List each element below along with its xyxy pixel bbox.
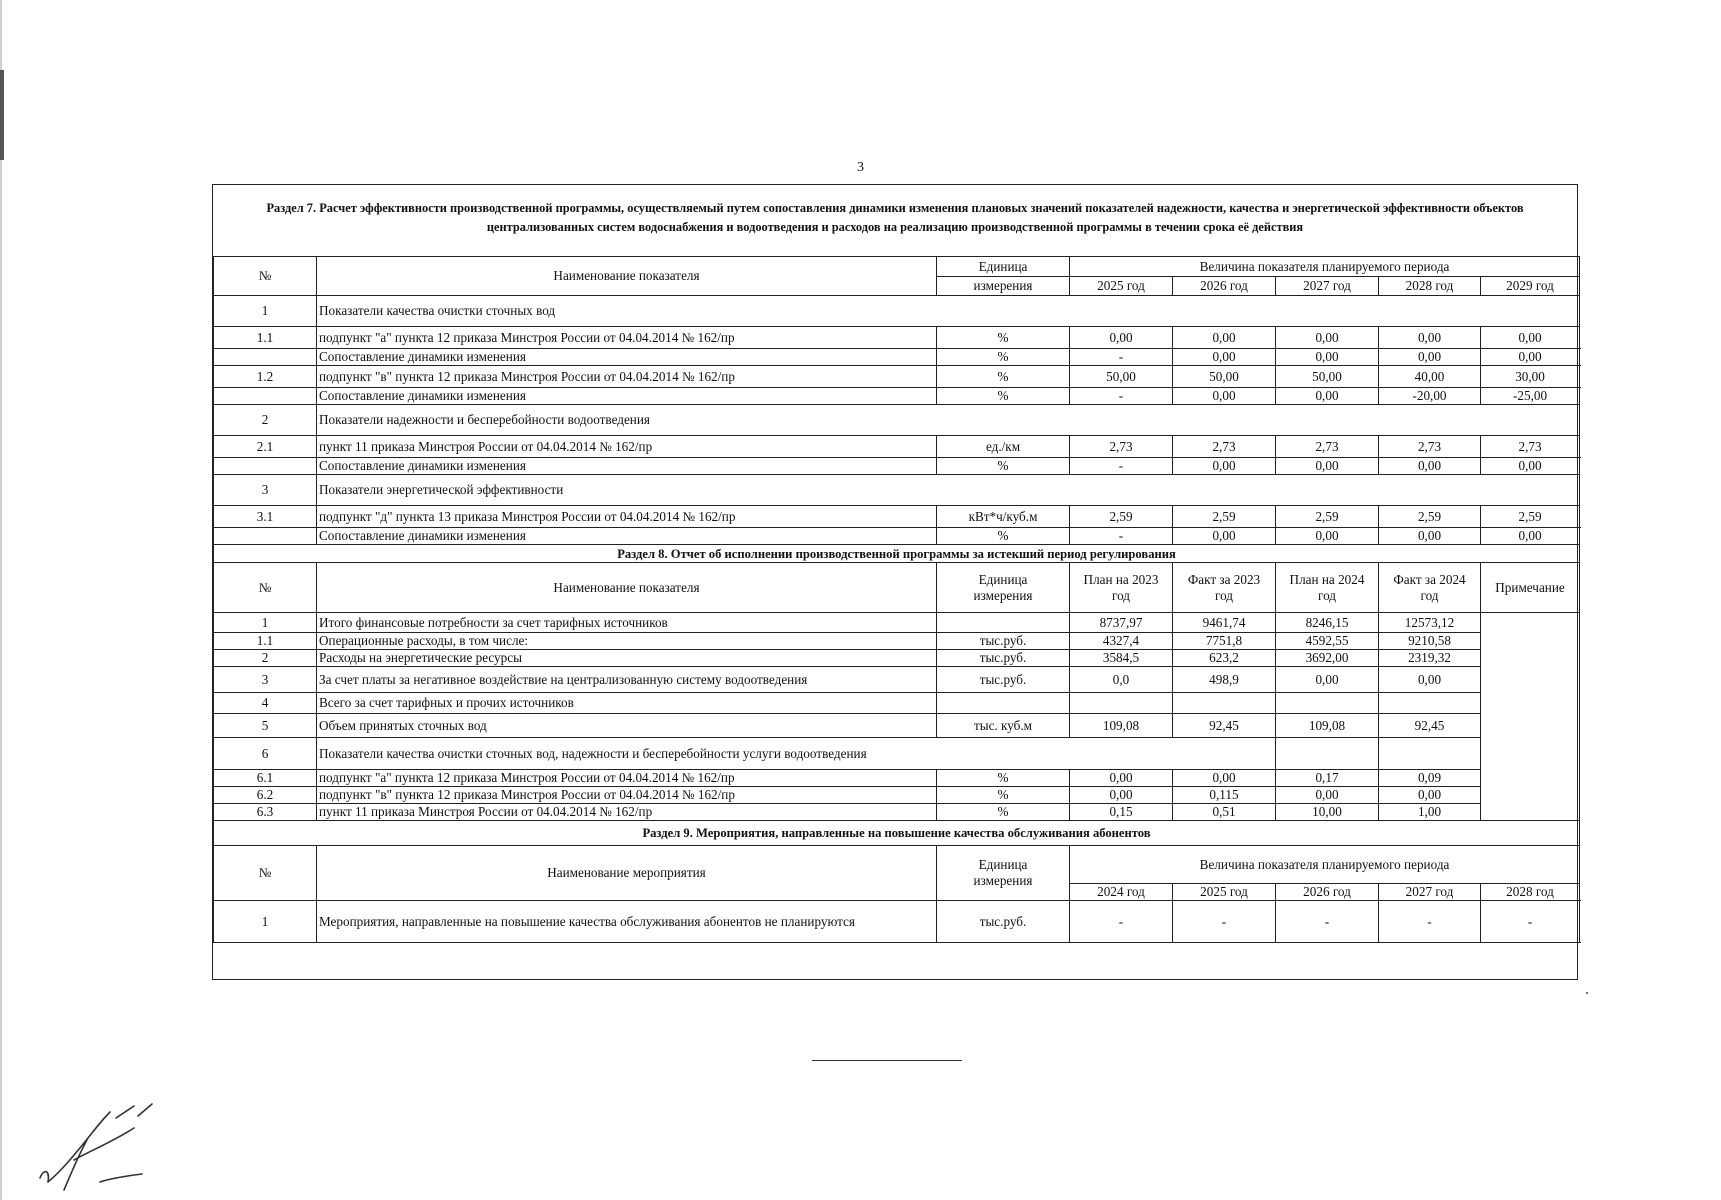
s7-row-value: 2,73 [1379, 436, 1481, 458]
s8-header-col-line1: План на 2023 [1083, 571, 1159, 587]
s7-group-row [214, 405, 1580, 436]
page-number: 3 [857, 160, 864, 175]
s8-row-name: подпункт "а" пункта 12 приказа Минстроя России от 04.04.2014 № 162/пр [317, 770, 937, 787]
s8-row-no: 6.1 [214, 770, 317, 787]
s8-data-row [214, 613, 1580, 633]
s8-row-value: 0,51 [1173, 804, 1276, 821]
handwritten-signature [30, 1098, 170, 1193]
s7-row-value: 0,00 [1070, 327, 1173, 349]
s8-row-value: 12573,12 [1379, 613, 1481, 633]
s7-row-name: подпункт "а" пункта 12 приказа Минстроя России от 04.04.2014 № 162/пр [317, 327, 937, 349]
s8-row-value: 0,0 [1070, 667, 1173, 693]
s7-row-value: 0,00 [1379, 349, 1481, 366]
s7-header-unit-2: измерения [937, 277, 1070, 296]
s9-row-no: 1 [214, 901, 317, 943]
s8-row-value: 8246,15 [1276, 613, 1379, 633]
s7-row-no: 1.1 [214, 327, 317, 349]
s8-row-unit: % [937, 770, 1070, 787]
s8-row-no: 5 [214, 714, 317, 738]
s8-row-value: 0,00 [1276, 787, 1379, 804]
s8-row-name: подпункт "в" пункта 12 приказа Минстроя России от 04.04.2014 № 162/пр [317, 787, 937, 804]
s9-row-value: - [1276, 901, 1379, 943]
section9-title: Раздел 9. Мероприятия, направленные на повышение качества обслуживания абонентов [214, 821, 1580, 846]
s8-row-unit: % [937, 787, 1070, 804]
s9-header-name: Наименование мероприятия [317, 846, 937, 901]
s7-row-unit: % [937, 366, 1070, 388]
s8-header-col-line2: год [1317, 587, 1336, 603]
s8-data-row [214, 633, 1580, 650]
s7-row-value: 50,00 [1173, 366, 1276, 388]
s7-header-unit: Единица [937, 257, 1070, 277]
s8-row-value: 0,00 [1379, 787, 1481, 804]
s8-data-row [214, 804, 1580, 821]
s8-row-name: пункт 11 приказа Минстроя России от 04.04.2014 № 162/пр [317, 804, 937, 821]
s8-row-name: Расходы на энергетические ресурсы [317, 650, 937, 667]
s8-header-col-line1: Факт за 2024 [1393, 571, 1466, 587]
s8-data-row [214, 667, 1580, 693]
s7-row-no [214, 528, 317, 545]
s8-row-value: 0,15 [1070, 804, 1173, 821]
s7-row-value: 0,00 [1276, 349, 1379, 366]
s7-row-no [214, 388, 317, 405]
s8-row-value: 10,00 [1276, 804, 1379, 821]
s8-note-cell [1481, 613, 1580, 821]
s8-row-value [1379, 738, 1481, 770]
s7-header-year: 2029 год [1481, 277, 1580, 296]
scan-edge-mark [0, 70, 4, 160]
s8-row-value: 0,00 [1070, 787, 1173, 804]
s7-row-no: 1 [214, 296, 317, 327]
s8-row-value: 0,00 [1173, 770, 1276, 787]
s8-data-row [214, 787, 1580, 804]
s7-row-value: -20,00 [1379, 388, 1481, 405]
s8-header-unit-line2: измерения [973, 587, 1033, 603]
s8-data-row [214, 770, 1580, 787]
s7-header-year: 2028 год [1379, 277, 1481, 296]
s8-header-col [1379, 563, 1481, 613]
s7-row-value: - [1070, 349, 1173, 366]
s8-row-no: 6.3 [214, 804, 317, 821]
s7-row-no [214, 349, 317, 366]
s9-row-unit: тыс.руб. [937, 901, 1070, 943]
s8-row-value: 0,00 [1276, 667, 1379, 693]
s7-group-name: Показатели качества очистки сточных вод [317, 296, 1580, 327]
s7-row-value: 0,00 [1481, 327, 1580, 349]
s7-row-value: 0,00 [1276, 327, 1379, 349]
s8-row-name: За счет платы за негативное воздействие на централизованную систему водоотведения [317, 667, 937, 693]
s8-header-col [1070, 563, 1173, 613]
s8-header-col [1276, 563, 1379, 613]
s7-group-name: Показатели энергетической эффективности [317, 475, 1580, 506]
s9-header-period: Величина показателя планируемого периода [1070, 846, 1580, 884]
s7-row-value: 0,00 [1276, 528, 1379, 545]
s9-row-value: - [1173, 901, 1276, 943]
s8-header-col-line2: год [1420, 587, 1439, 603]
s9-header-year: 2025 год [1173, 884, 1276, 901]
s9-row-value: - [1070, 901, 1173, 943]
s7-header-year: 2027 год [1276, 277, 1379, 296]
s9-header-row [214, 846, 1580, 884]
s8-row-unit: тыс.руб. [937, 650, 1070, 667]
s8-header-col-line1: План на 2024 [1289, 571, 1365, 587]
s7-row-name: подпункт "д" пункта 13 приказа Минстроя России от 04.04.2014 № 162/пр [317, 506, 937, 528]
report-table [213, 256, 1580, 943]
s7-row-value: - [1070, 528, 1173, 545]
s7-row-unit: кВт*ч/куб.м [937, 506, 1070, 528]
s7-row-name: Сопоставление динамики изменения [317, 458, 937, 475]
s8-data-row [214, 714, 1580, 738]
s7-row-value: 2,73 [1481, 436, 1580, 458]
s9-header-unit-line2: измерения [973, 873, 1033, 888]
s8-row-no: 1.1 [214, 633, 317, 650]
s7-data-row [214, 506, 1580, 528]
s8-row-value: 1,00 [1379, 804, 1481, 821]
s8-row-value: 7751,8 [1173, 633, 1276, 650]
s8-row-value: 3692,00 [1276, 650, 1379, 667]
s7-row-value: 50,00 [1070, 366, 1173, 388]
s7-row-unit: ед./км [937, 436, 1070, 458]
s8-row-no: 1 [214, 613, 317, 633]
s8-row-value: 8737,97 [1070, 613, 1173, 633]
s8-header-name: Наименование показателя [317, 563, 937, 613]
s7-row-value: -25,00 [1481, 388, 1580, 405]
s7-row-value: 2,59 [1276, 506, 1379, 528]
s7-row-value: 50,00 [1276, 366, 1379, 388]
s8-row-value [1276, 738, 1379, 770]
s9-row-value: - [1379, 901, 1481, 943]
scan-speck [1586, 992, 1588, 994]
s8-header-col-line1: Факт за 2023 [1187, 571, 1261, 587]
s8-row-name: Объем принятых сточных вод [317, 714, 937, 738]
s7-data-row [214, 388, 1580, 405]
s7-row-name: Сопоставление динамики изменения [317, 349, 937, 366]
s7-row-value: 0,00 [1481, 458, 1580, 475]
s8-row-value: 9461,74 [1173, 613, 1276, 633]
s9-header-year: 2024 год [1070, 884, 1173, 901]
s8-header-note: Примечание [1481, 563, 1580, 613]
section7-title: Раздел 7. Расчет эффективности производственной программы, осуществляемый путем сопоставления динамики изменения плановых значений показателей надежности, качества и энергетической эффективности объектов централизованных систем водоснабжения и водоотведения и расходов на реализацию производственной программы в течении срока её действия [266, 201, 1524, 234]
s8-row-value: 4592,55 [1276, 633, 1379, 650]
s7-header-no: № [214, 257, 317, 296]
s8-header-col-line2: год [1214, 587, 1233, 603]
s8-header-unit-line1: Единица [978, 571, 1028, 587]
s8-row-value: 9210,58 [1379, 633, 1481, 650]
s8-row-unit: тыс.руб. [937, 633, 1070, 650]
s7-row-value: 2,59 [1070, 506, 1173, 528]
report-table-body [214, 257, 1580, 943]
s8-row-value [1070, 693, 1173, 714]
s7-data-row [214, 349, 1580, 366]
s7-row-no [214, 458, 317, 475]
s7-row-unit: % [937, 528, 1070, 545]
s7-row-value: - [1070, 388, 1173, 405]
s8-row-name: Итого финансовые потребности за счет тарифных источников [317, 613, 937, 633]
s9-title-row [214, 821, 1580, 846]
s7-data-row [214, 528, 1580, 545]
s8-row-unit: % [937, 804, 1070, 821]
section8-title: Раздел 8. Отчет об исполнении производственной программы за истекший период регулирования [214, 545, 1580, 563]
s8-row-unit [937, 613, 1070, 633]
s7-row-value: 0,00 [1379, 327, 1481, 349]
s8-row-unit: тыс.руб. [937, 667, 1070, 693]
s7-row-no: 3.1 [214, 506, 317, 528]
s7-group-row [214, 296, 1580, 327]
s9-header-year: 2028 год [1481, 884, 1580, 901]
s8-row-value: 92,45 [1173, 714, 1276, 738]
s8-row-name: Операционные расходы, в том числе: [317, 633, 937, 650]
s8-row-name: Показатели качества очистки сточных вод, надежности и бесперебойности услуги водоотведения [317, 738, 1276, 770]
s7-row-value: - [1070, 458, 1173, 475]
s8-data-row [214, 693, 1580, 714]
s7-row-value: 0,00 [1173, 388, 1276, 405]
s7-header-row [214, 257, 1580, 277]
s8-row-unit [937, 693, 1070, 714]
s7-row-unit: % [937, 327, 1070, 349]
s8-row-value [1276, 693, 1379, 714]
s7-row-value: 2,59 [1379, 506, 1481, 528]
s7-row-unit: % [937, 388, 1070, 405]
s7-row-no: 3 [214, 475, 317, 506]
s7-data-row [214, 327, 1580, 349]
s7-group-name: Показатели надежности и бесперебойности водоотведения [317, 405, 1580, 436]
s8-header-unit [937, 563, 1070, 613]
s8-row-value: 4327,4 [1070, 633, 1173, 650]
s8-header-row [214, 563, 1580, 613]
s8-row-no: 6.2 [214, 787, 317, 804]
s7-row-unit: % [937, 349, 1070, 366]
s9-row-name: Мероприятия, направленные на повышение качества обслуживания абонентов не планируются [317, 901, 937, 943]
s7-row-no: 2 [214, 405, 317, 436]
s7-group-row [214, 475, 1580, 506]
s7-row-value: 0,00 [1379, 528, 1481, 545]
s8-row-value: 3584,5 [1070, 650, 1173, 667]
s9-header-year: 2026 год [1276, 884, 1379, 901]
s8-row-no: 6 [214, 738, 317, 770]
s8-row-value: 0,00 [1379, 667, 1481, 693]
s7-header-year: 2025 год [1070, 277, 1173, 296]
s9-header-year: 2027 год [1379, 884, 1481, 901]
s7-row-value: 2,59 [1173, 506, 1276, 528]
s7-header-name: Наименование показателя [317, 257, 937, 296]
s7-row-value: 40,00 [1379, 366, 1481, 388]
s9-data-row [214, 901, 1580, 943]
s8-row-value: 0,115 [1173, 787, 1276, 804]
s8-row-value: 0,00 [1070, 770, 1173, 787]
s7-row-value: 0,00 [1173, 349, 1276, 366]
s7-data-row [214, 436, 1580, 458]
s8-row-value: 0,17 [1276, 770, 1379, 787]
s8-title-row [214, 545, 1580, 563]
s7-header-year: 2026 год [1173, 277, 1276, 296]
s9-header-no: № [214, 846, 317, 901]
s8-row-value [1379, 693, 1481, 714]
s7-row-no: 1.2 [214, 366, 317, 388]
s7-header-period: Величина показателя планируемого периода [1070, 257, 1580, 277]
s8-data-row [214, 650, 1580, 667]
s7-row-value: 30,00 [1481, 366, 1580, 388]
s8-header-col-line2: год [1111, 587, 1130, 603]
s7-data-row [214, 458, 1580, 475]
s7-row-unit: % [937, 458, 1070, 475]
s8-row-name: Всего за счет тарифных и прочих источников [317, 693, 937, 714]
s7-row-value: 0,00 [1173, 458, 1276, 475]
s9-header-unit-line1: Единица [978, 857, 1028, 872]
s8-row-unit: тыс. куб.м [937, 714, 1070, 738]
document-frame [212, 184, 1578, 980]
s8-row-no: 2 [214, 650, 317, 667]
s9-header-unit [937, 846, 1070, 901]
s7-row-name: Сопоставление динамики изменения [317, 528, 937, 545]
s7-row-value: 0,00 [1276, 388, 1379, 405]
s8-row-value: 2319,32 [1379, 650, 1481, 667]
s7-row-value: 0,00 [1481, 349, 1580, 366]
s7-row-value: 2,73 [1070, 436, 1173, 458]
s8-header-col [1173, 563, 1276, 613]
s7-row-name: подпункт "в" пункта 12 приказа Минстроя России от 04.04.2014 № 162/пр [317, 366, 937, 388]
s8-header-no: № [214, 563, 317, 613]
s7-row-value: 2,73 [1276, 436, 1379, 458]
s7-row-value: 0,00 [1379, 458, 1481, 475]
s7-row-name: Сопоставление динамики изменения [317, 388, 937, 405]
s7-row-no: 2.1 [214, 436, 317, 458]
s8-data-row [214, 738, 1580, 770]
s8-row-value: 92,45 [1379, 714, 1481, 738]
s7-row-value: 2,73 [1173, 436, 1276, 458]
s8-row-no: 3 [214, 667, 317, 693]
s8-row-value [1173, 693, 1276, 714]
s8-row-value: 498,9 [1173, 667, 1276, 693]
s9-row-value: - [1481, 901, 1580, 943]
footer-rule [812, 1060, 962, 1061]
s7-data-row [214, 366, 1580, 388]
s7-row-value: 0,00 [1173, 528, 1276, 545]
s8-row-value: 623,2 [1173, 650, 1276, 667]
s8-row-value: 109,08 [1070, 714, 1173, 738]
s8-row-value: 109,08 [1276, 714, 1379, 738]
s7-row-name: пункт 11 приказа Минстроя России от 04.04.2014 № 162/пр [317, 436, 937, 458]
s7-row-value: 0,00 [1481, 528, 1580, 545]
s7-row-value: 0,00 [1276, 458, 1379, 475]
s7-row-value: 0,00 [1173, 327, 1276, 349]
s8-row-no: 4 [214, 693, 317, 714]
s8-row-value: 0,09 [1379, 770, 1481, 787]
s7-row-value: 2,59 [1481, 506, 1580, 528]
scan-edge [0, 0, 2, 1200]
